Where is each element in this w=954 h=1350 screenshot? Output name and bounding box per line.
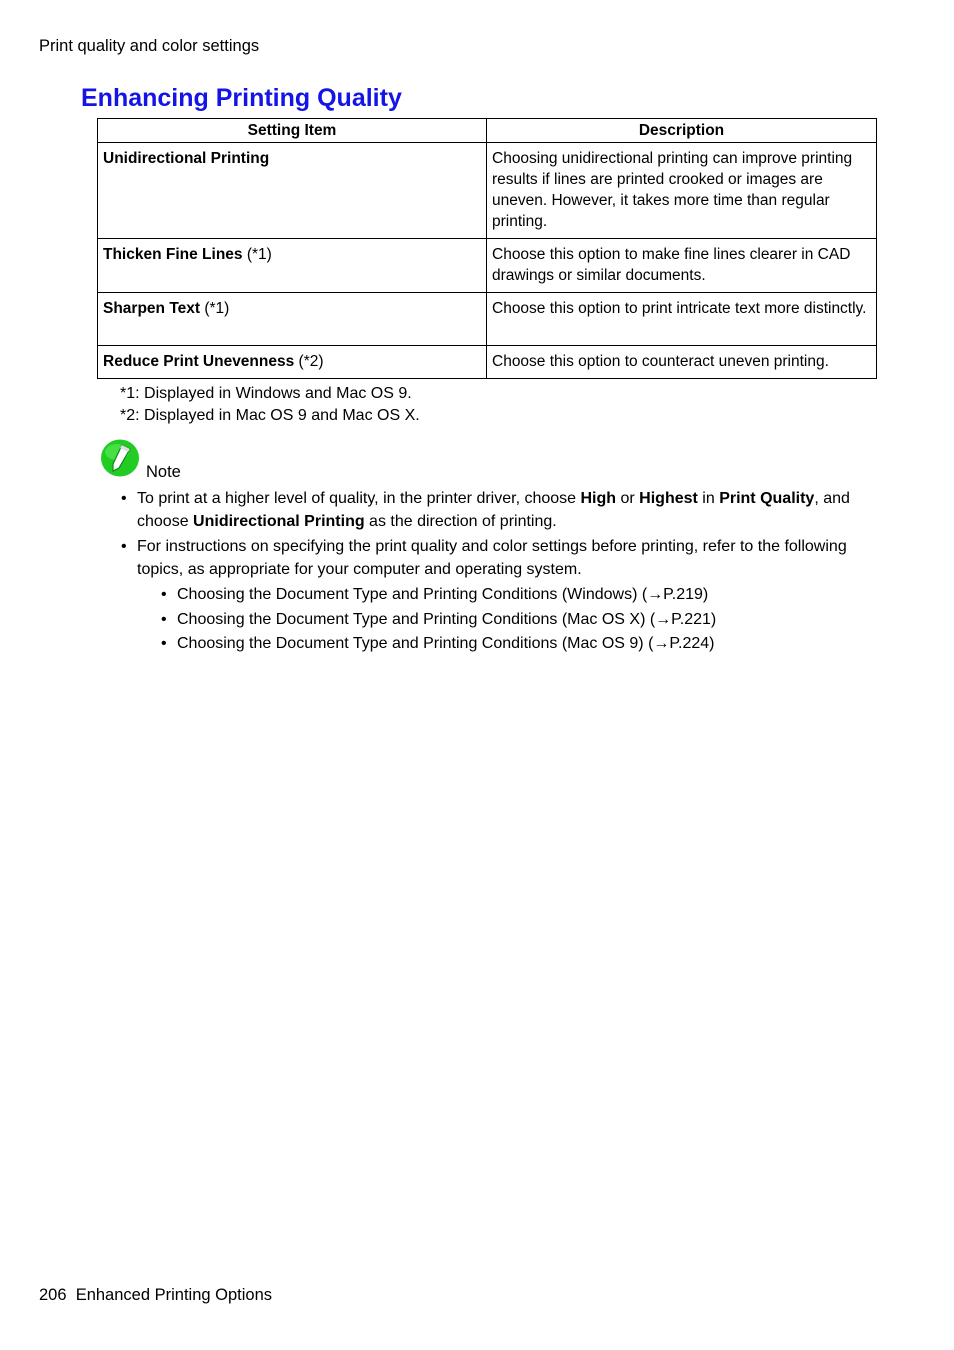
link-mac-os-x[interactable]: Choosing the Document Type and Printing Conditions (Mac OS X) (→P.221)	[177, 610, 717, 628]
footnotes	[120, 383, 420, 427]
note-label: Note	[146, 463, 181, 481]
setting-item-cell	[98, 239, 487, 293]
table-header-row	[98, 119, 877, 143]
table-row	[98, 239, 877, 293]
table-row	[98, 346, 877, 379]
column-header-setting-item: Setting Item	[98, 119, 487, 143]
description-cell: Choose this option to make fine lines clearer in CAD drawings or similar documents.	[487, 239, 877, 293]
setting-item-cell	[98, 143, 487, 239]
setting-item-footnote-ref: (*1)	[200, 300, 230, 317]
bullet-icon: •	[161, 635, 167, 652]
bullet-text: For instructions on specifying the print quality and color settings before printing, refer to the following topics, as appropriate for your computer and operating system.	[137, 538, 847, 578]
link-item[interactable]	[121, 583, 881, 608]
bullet-icon: •	[121, 538, 127, 555]
page-footer	[39, 1286, 272, 1305]
settings-table	[97, 118, 877, 379]
bullet-bold-text: Highest	[639, 490, 698, 507]
setting-item-name: Sharpen Text	[103, 300, 201, 317]
bullet-icon: •	[161, 586, 167, 603]
description-cell: Choosing unidirectional printing can improve printing results if lines are printed crooked or images are uneven. However, it takes more time than regular printing.	[487, 143, 877, 239]
footer-section: Enhanced Printing Options	[75, 1286, 272, 1304]
bullet-text: in	[697, 490, 720, 507]
page-number: 206	[39, 1286, 67, 1304]
bullet-text: as the direction of printing.	[364, 513, 557, 530]
setting-item-cell	[98, 293, 487, 346]
column-header-description: Description	[487, 119, 877, 143]
bullet-icon: •	[161, 610, 167, 628]
bullet-bold-text: Unidirectional Printing	[193, 513, 365, 530]
list-item	[121, 487, 881, 533]
page-title: Enhancing Printing Quality	[81, 84, 402, 112]
link-item[interactable]	[121, 608, 881, 633]
setting-item-footnote-ref: (*1)	[242, 246, 272, 263]
footnote-2: *2: Displayed in Mac OS 9 and Mac OS X.	[120, 407, 420, 424]
pencil-note-icon	[100, 438, 142, 478]
description-cell: Choose this option to counteract uneven printing.	[487, 346, 877, 379]
setting-item-name: Unidirectional Printing	[103, 150, 270, 167]
setting-item-name: Reduce Print Unevenness	[103, 353, 295, 370]
setting-item-cell	[98, 346, 487, 379]
bullet-bold-text: Print Quality	[719, 490, 815, 507]
link-item[interactable]	[121, 632, 881, 657]
bullet-icon: •	[121, 490, 127, 507]
table-row	[98, 143, 877, 239]
table-row	[98, 293, 877, 346]
link-mac-os-9[interactable]: Choosing the Document Type and Printing Conditions (Mac OS 9) (→P.224)	[177, 635, 715, 652]
running-header: Print quality and color settings	[39, 37, 260, 55]
footnote-1: *1: Displayed in Windows and Mac OS 9.	[120, 385, 412, 402]
note-bullets	[121, 487, 881, 657]
setting-item-name: Thicken Fine Lines	[103, 246, 243, 263]
bullet-text: , and choose	[137, 490, 850, 530]
setting-item-footnote-ref: (*2)	[294, 353, 324, 370]
bullet-text: or	[616, 490, 640, 507]
bullet-bold-text: High	[580, 490, 617, 507]
bullet-text: To print at a higher level of quality, in the printer driver, choose	[137, 490, 581, 507]
link-windows[interactable]: Choosing the Document Type and Printing Conditions (Windows) (→P.219)	[177, 586, 709, 603]
description-cell: Choose this option to print intricate text more distinctly.	[487, 293, 877, 346]
list-item	[121, 535, 881, 581]
